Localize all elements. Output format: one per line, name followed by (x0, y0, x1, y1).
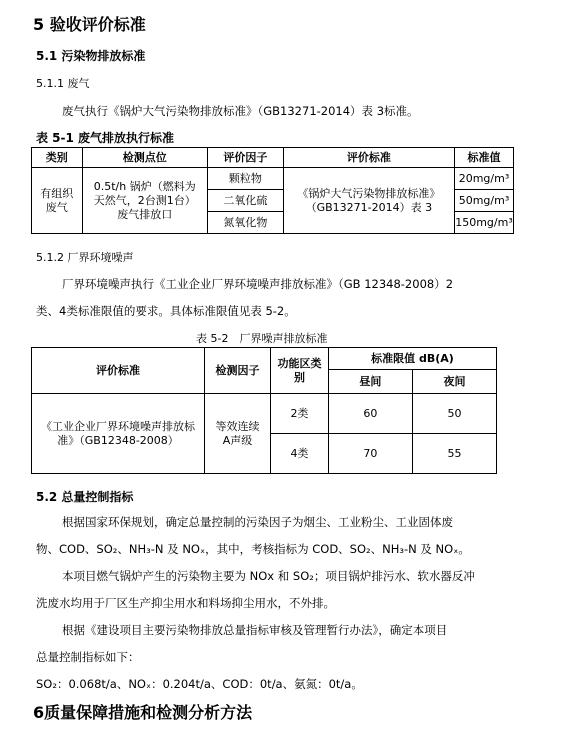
table-5-1-caption: 表 5-1 废气排放执行标准 (36, 131, 175, 145)
table-5-2-day-value: 60 (328, 394, 412, 434)
table-5-1-category: 有组织废气 (32, 168, 83, 234)
noise-intro-line-2: 类、4类标准限值的要求。具体标准限值见表 5-2。 (36, 304, 296, 318)
totals-line: SO₂：0.068t/a、NOₓ：0.204t/a、COD：0t/a、氨氮：0t/a。 (36, 677, 363, 691)
table-5-1-standard: 《锅炉大气污染物排放标准》（GB13271-2014）表 3 (283, 168, 454, 234)
table-5-2-factor: 等效连续A声级 (205, 394, 271, 474)
table-5-1-header: 评价标准 (283, 148, 454, 168)
table-5-2-zone: 2类 (271, 394, 329, 434)
section-5-1-1-title: 5.1.1 废气 (36, 77, 90, 90)
section-5-2-title: 5.2 总量控制指标 (36, 490, 134, 504)
table-5-2 (31, 347, 497, 474)
paragraph-3-line-2: 总量控制指标如下： (36, 650, 140, 664)
table-5-2-zone: 4类 (271, 434, 329, 474)
section-5-title: 5 验收评价标准 (33, 15, 146, 34)
table-5-2-header-zone: 功能区类别 (271, 348, 329, 394)
paragraph-1-line-1: 根据国家环保规划，确定总量控制的污染因子为烟尘、工业粉尘、工业固体废 (62, 515, 453, 529)
noise-intro-line-1: 厂界环境噪声执行《工业企业厂界环境噪声排放标准》（GB 12348-2008）2 (62, 277, 454, 291)
section-5-1-title: 5.1 污染物排放标准 (36, 49, 146, 63)
table-5-1-factor: 二氧化硫 (208, 190, 284, 212)
table-5-2-night-value: 55 (412, 434, 496, 474)
paragraph-3-line-1: 根据《建设项目主要污染物排放总量指标审核及管理暂行办法》，确定本项目 (62, 623, 448, 637)
table-5-1-point: 0.5t/h 锅炉（燃料为天然气，2台测1台）废气排放口 (82, 168, 208, 234)
paragraph-1-line-2: 物、COD、SO₂、NH₃-N 及 NOₓ，其中，考核指标为 COD、SO₂、NH₃-N 及 NOₓ。 (36, 542, 470, 556)
table-5-1-value: 150mg/m³ (454, 212, 513, 234)
table-5-2-header-night: 夜间 (412, 370, 496, 394)
table-5-1-header: 类别 (32, 148, 83, 168)
table-5-1 (31, 147, 514, 234)
table-5-2-header-limit: 标准限值 dB(A) (328, 348, 496, 370)
table-5-1-header: 评价因子 (208, 148, 284, 168)
table-5-1-factor: 颗粒物 (208, 168, 284, 190)
table-5-2-header-standard: 评价标准 (32, 348, 205, 394)
table-5-2-header-day: 昼间 (328, 370, 412, 394)
exhaust-intro: 废气执行《锅炉大气污染物排放标准》（GB13271-2014）表 3标准。 (62, 104, 419, 118)
table-5-1-value: 20mg/m³ (454, 168, 513, 190)
table-5-2-header-factor: 检测因子 (205, 348, 271, 394)
table-5-2-caption: 表 5-2 厂界噪声排放标准 (196, 332, 328, 345)
paragraph-2-line-2: 洗废水均用于厂区生产抑尘用水和料场抑尘用水，不外排。 (36, 596, 335, 610)
table-5-1-header: 检测点位 (82, 148, 208, 168)
table-5-2-day-value: 70 (328, 434, 412, 474)
table-5-2-night-value: 50 (412, 394, 496, 434)
section-6-title: 6质量保障措施和检测分析方法 (33, 703, 253, 722)
table-5-2-standard: 《工业企业厂界环境噪声排放标准》（GB12348-2008） (32, 394, 205, 474)
table-5-1-header: 标准值 (454, 148, 513, 168)
table-5-1-factor: 氮氧化物 (208, 212, 284, 234)
section-5-1-2-title: 5.1.2 厂界环境噪声 (36, 251, 134, 264)
paragraph-2-line-1: 本项目燃气锅炉产生的污染物主要为 NOx 和 SO₂；项目锅炉排污水、软水器反冲 (62, 569, 475, 583)
table-5-1-value: 50mg/m³ (454, 190, 513, 212)
